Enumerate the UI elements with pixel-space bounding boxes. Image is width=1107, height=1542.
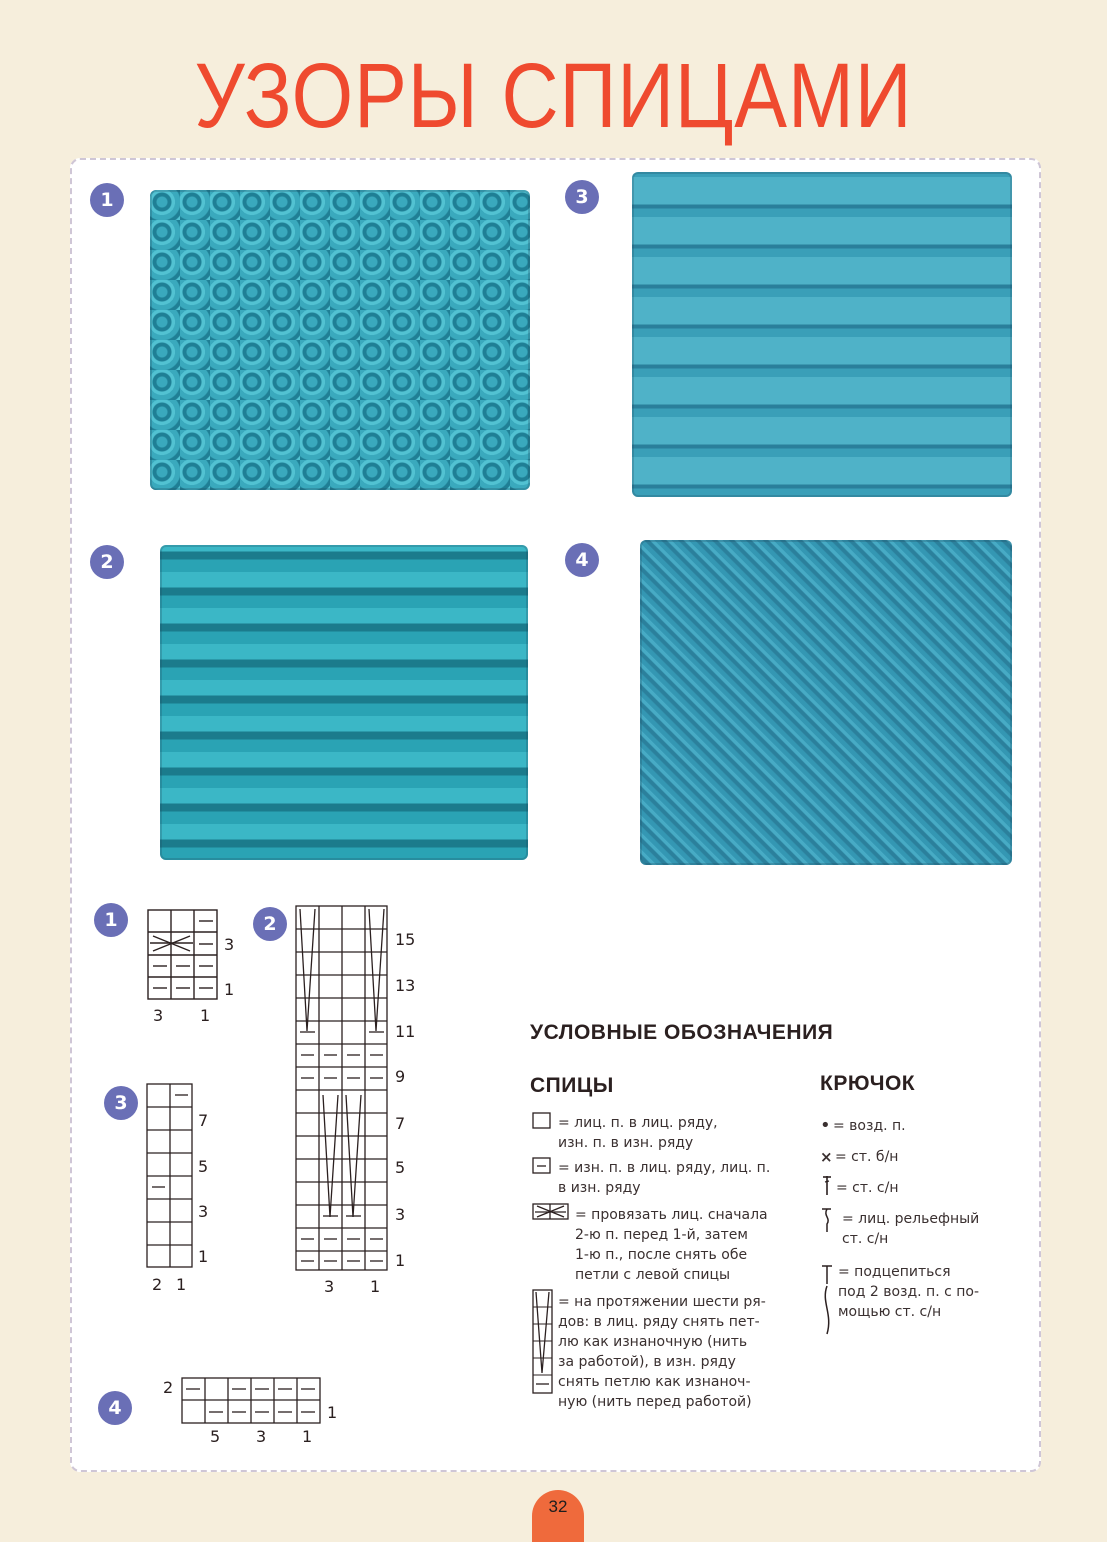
slip-stitch-icon <box>532 1289 554 1395</box>
purl-stitch-icon <box>532 1157 552 1175</box>
hook-under-chain-icon <box>818 1262 836 1338</box>
swatch-badge-4: 4 <box>565 543 599 577</box>
swatch-badge-3: 3 <box>565 180 599 214</box>
chain-icon: • <box>820 1115 831 1136</box>
knit-heading: СПИЦЫ <box>530 1074 614 1097</box>
swatch-badge-1: 1 <box>90 183 124 217</box>
legend-crochet-item: = ст. б/н <box>835 1149 899 1165</box>
swatch-photo-3 <box>632 172 1012 497</box>
chart2-row-label: 3 <box>395 1205 406 1224</box>
chart2-row-label: 15 <box>395 930 416 949</box>
chart-grid-4 <box>181 1377 322 1425</box>
chart1-row-label: 3 <box>224 935 235 954</box>
page-title: УЗОРЫ СПИЦАМИ <box>194 45 913 147</box>
chart1-col-label: 1 <box>200 1006 211 1025</box>
chart1-col-label: 3 <box>153 1006 164 1025</box>
swatch-photo-2 <box>160 545 528 860</box>
legend-crochet-item: = лиц. рельефный ст. с/н <box>842 1211 980 1247</box>
chart2-row-label: 9 <box>395 1067 406 1086</box>
chart3-row-label: 1 <box>198 1247 209 1266</box>
chart3-col-label: 1 <box>176 1275 187 1294</box>
legend-crochet-item: = ст. с/н <box>836 1180 899 1196</box>
double-crochet-icon <box>822 1174 832 1196</box>
chart2-row-label: 11 <box>395 1022 416 1041</box>
swatch-photo-4 <box>640 540 1012 865</box>
single-crochet-icon: × <box>820 1148 833 1166</box>
chart-grid-1 <box>147 909 219 1001</box>
chart2-row-label: 1 <box>395 1251 406 1270</box>
chart2-row-label: 5 <box>395 1158 406 1177</box>
chart1-row-label: 1 <box>224 980 235 999</box>
chart4-row-label: 2 <box>163 1378 174 1397</box>
chart3-row-label: 3 <box>198 1202 209 1221</box>
front-post-icon <box>820 1206 834 1234</box>
chart-badge-3: 3 <box>104 1086 138 1120</box>
knit-stitch-icon <box>532 1112 552 1130</box>
chart4-col-label: 1 <box>302 1427 313 1446</box>
chart-badge-2: 2 <box>253 907 287 941</box>
chart-grid-3 <box>146 1083 194 1269</box>
chart2-col-label: 3 <box>324 1277 335 1296</box>
chart3-row-label: 7 <box>198 1111 209 1130</box>
chart-badge-1: 1 <box>94 903 128 937</box>
chart2-col-label: 1 <box>370 1277 381 1296</box>
swatch-photo-1 <box>150 190 530 490</box>
chart4-col-label: 3 <box>256 1427 267 1446</box>
crochet-heading: КРЮЧОК <box>820 1072 916 1095</box>
legend-crochet-item: = возд. п. <box>833 1118 906 1134</box>
chart-grid-2 <box>295 905 389 1272</box>
chart2-row-label: 13 <box>395 976 416 995</box>
chart4-row-label: 1 <box>327 1403 338 1422</box>
legend-crochet-item: = подцепиться под 2 возд. п. с по- мощью ст. с/н <box>838 1264 980 1320</box>
swatch-badge-2: 2 <box>90 545 124 579</box>
page-number: 32 <box>532 1490 584 1542</box>
legend-knit-item: = лиц. п. в лиц. ряду, изн. п. в изн. ряду <box>558 1115 718 1151</box>
legend-knit-item: = провязать лиц. сначала 2-ю п. перед 1-й, затем 1-ю п., после снять обе петли с левой спицы <box>575 1207 768 1283</box>
chart3-row-label: 5 <box>198 1157 209 1176</box>
chart4-col-label: 5 <box>210 1427 221 1446</box>
legend-knit-item: = на протяжении шести ря- дов: в лиц. ряду снять пет- лю как изнаночную (нить за работой), в изн. ряду снять петлю как изнаноч- ную (нить перед работой) <box>558 1294 766 1410</box>
cross-stitch-icon <box>532 1203 570 1221</box>
legend-heading: УСЛОВНЫЕ ОБОЗНАЧЕНИЯ <box>530 1021 834 1044</box>
chart-badge-4: 4 <box>98 1391 132 1425</box>
chart3-col-label: 2 <box>152 1275 163 1294</box>
chart2-row-label: 7 <box>395 1114 406 1133</box>
legend-knit-item: = изн. п. в лиц. ряду, лиц. п. в изн. ряду <box>558 1160 771 1196</box>
